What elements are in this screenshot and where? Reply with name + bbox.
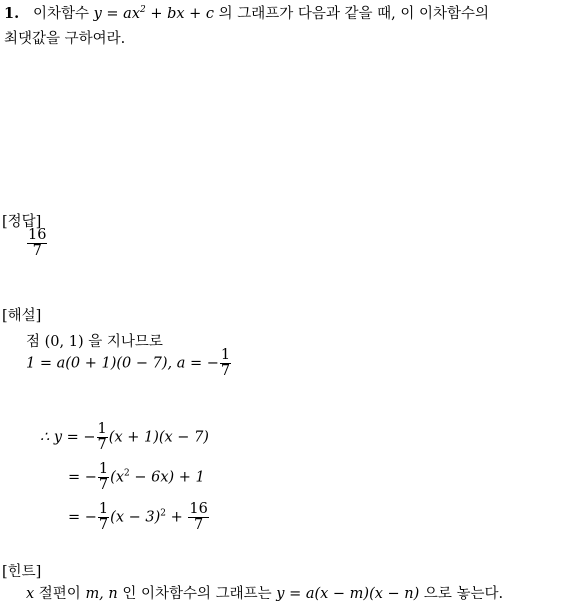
answer-fraction: $\frac{16}{7}$ bbox=[28, 227, 47, 260]
answer-value bbox=[26, 228, 48, 259]
solution-label: [해설] bbox=[2, 308, 42, 324]
solution-step-2: = − $\frac{1}{7}$ $(x^2 - 6x) + 1$ bbox=[68, 461, 205, 494]
problem-text-a: 이차함수 bbox=[32, 6, 89, 22]
problem-equation: $y = ax^2$ + bx + c bbox=[93, 5, 215, 22]
problem-text-b: 의 그래프가 다음과 같을 때, 이 이차함수의 bbox=[218, 6, 490, 22]
hint-text: x 절편이 m, n 인 이차함수의 그래프는 y = a(x − m)(x − n) 으로 놓는다. bbox=[26, 586, 504, 602]
hint-label: [힌트] bbox=[2, 564, 42, 580]
solution-line-2: 1 = a(0 + 1)(0 − 7), a = − $\frac{1}{7}$ bbox=[26, 347, 231, 380]
solution-step-3: = − $\frac{1}{7}$ $(x - 3)^2$ + $\frac{16}{7}$ bbox=[68, 501, 208, 534]
problem-line-1 bbox=[4, 2, 489, 23]
problem-number: 1. bbox=[4, 5, 20, 22]
solution-step-1: ∴ y = − $\frac{1}{7}$ (x + 1)(x − 7) bbox=[40, 421, 209, 454]
solution-line-1: 점 (0, 1) 을 지나므로 bbox=[26, 334, 163, 350]
solution-fraction-a: $\frac{1}{7}$ bbox=[220, 347, 231, 380]
problem-line-2: 최댓값을 구하여라. bbox=[4, 31, 126, 47]
answer-label: [정답] bbox=[2, 214, 42, 230]
